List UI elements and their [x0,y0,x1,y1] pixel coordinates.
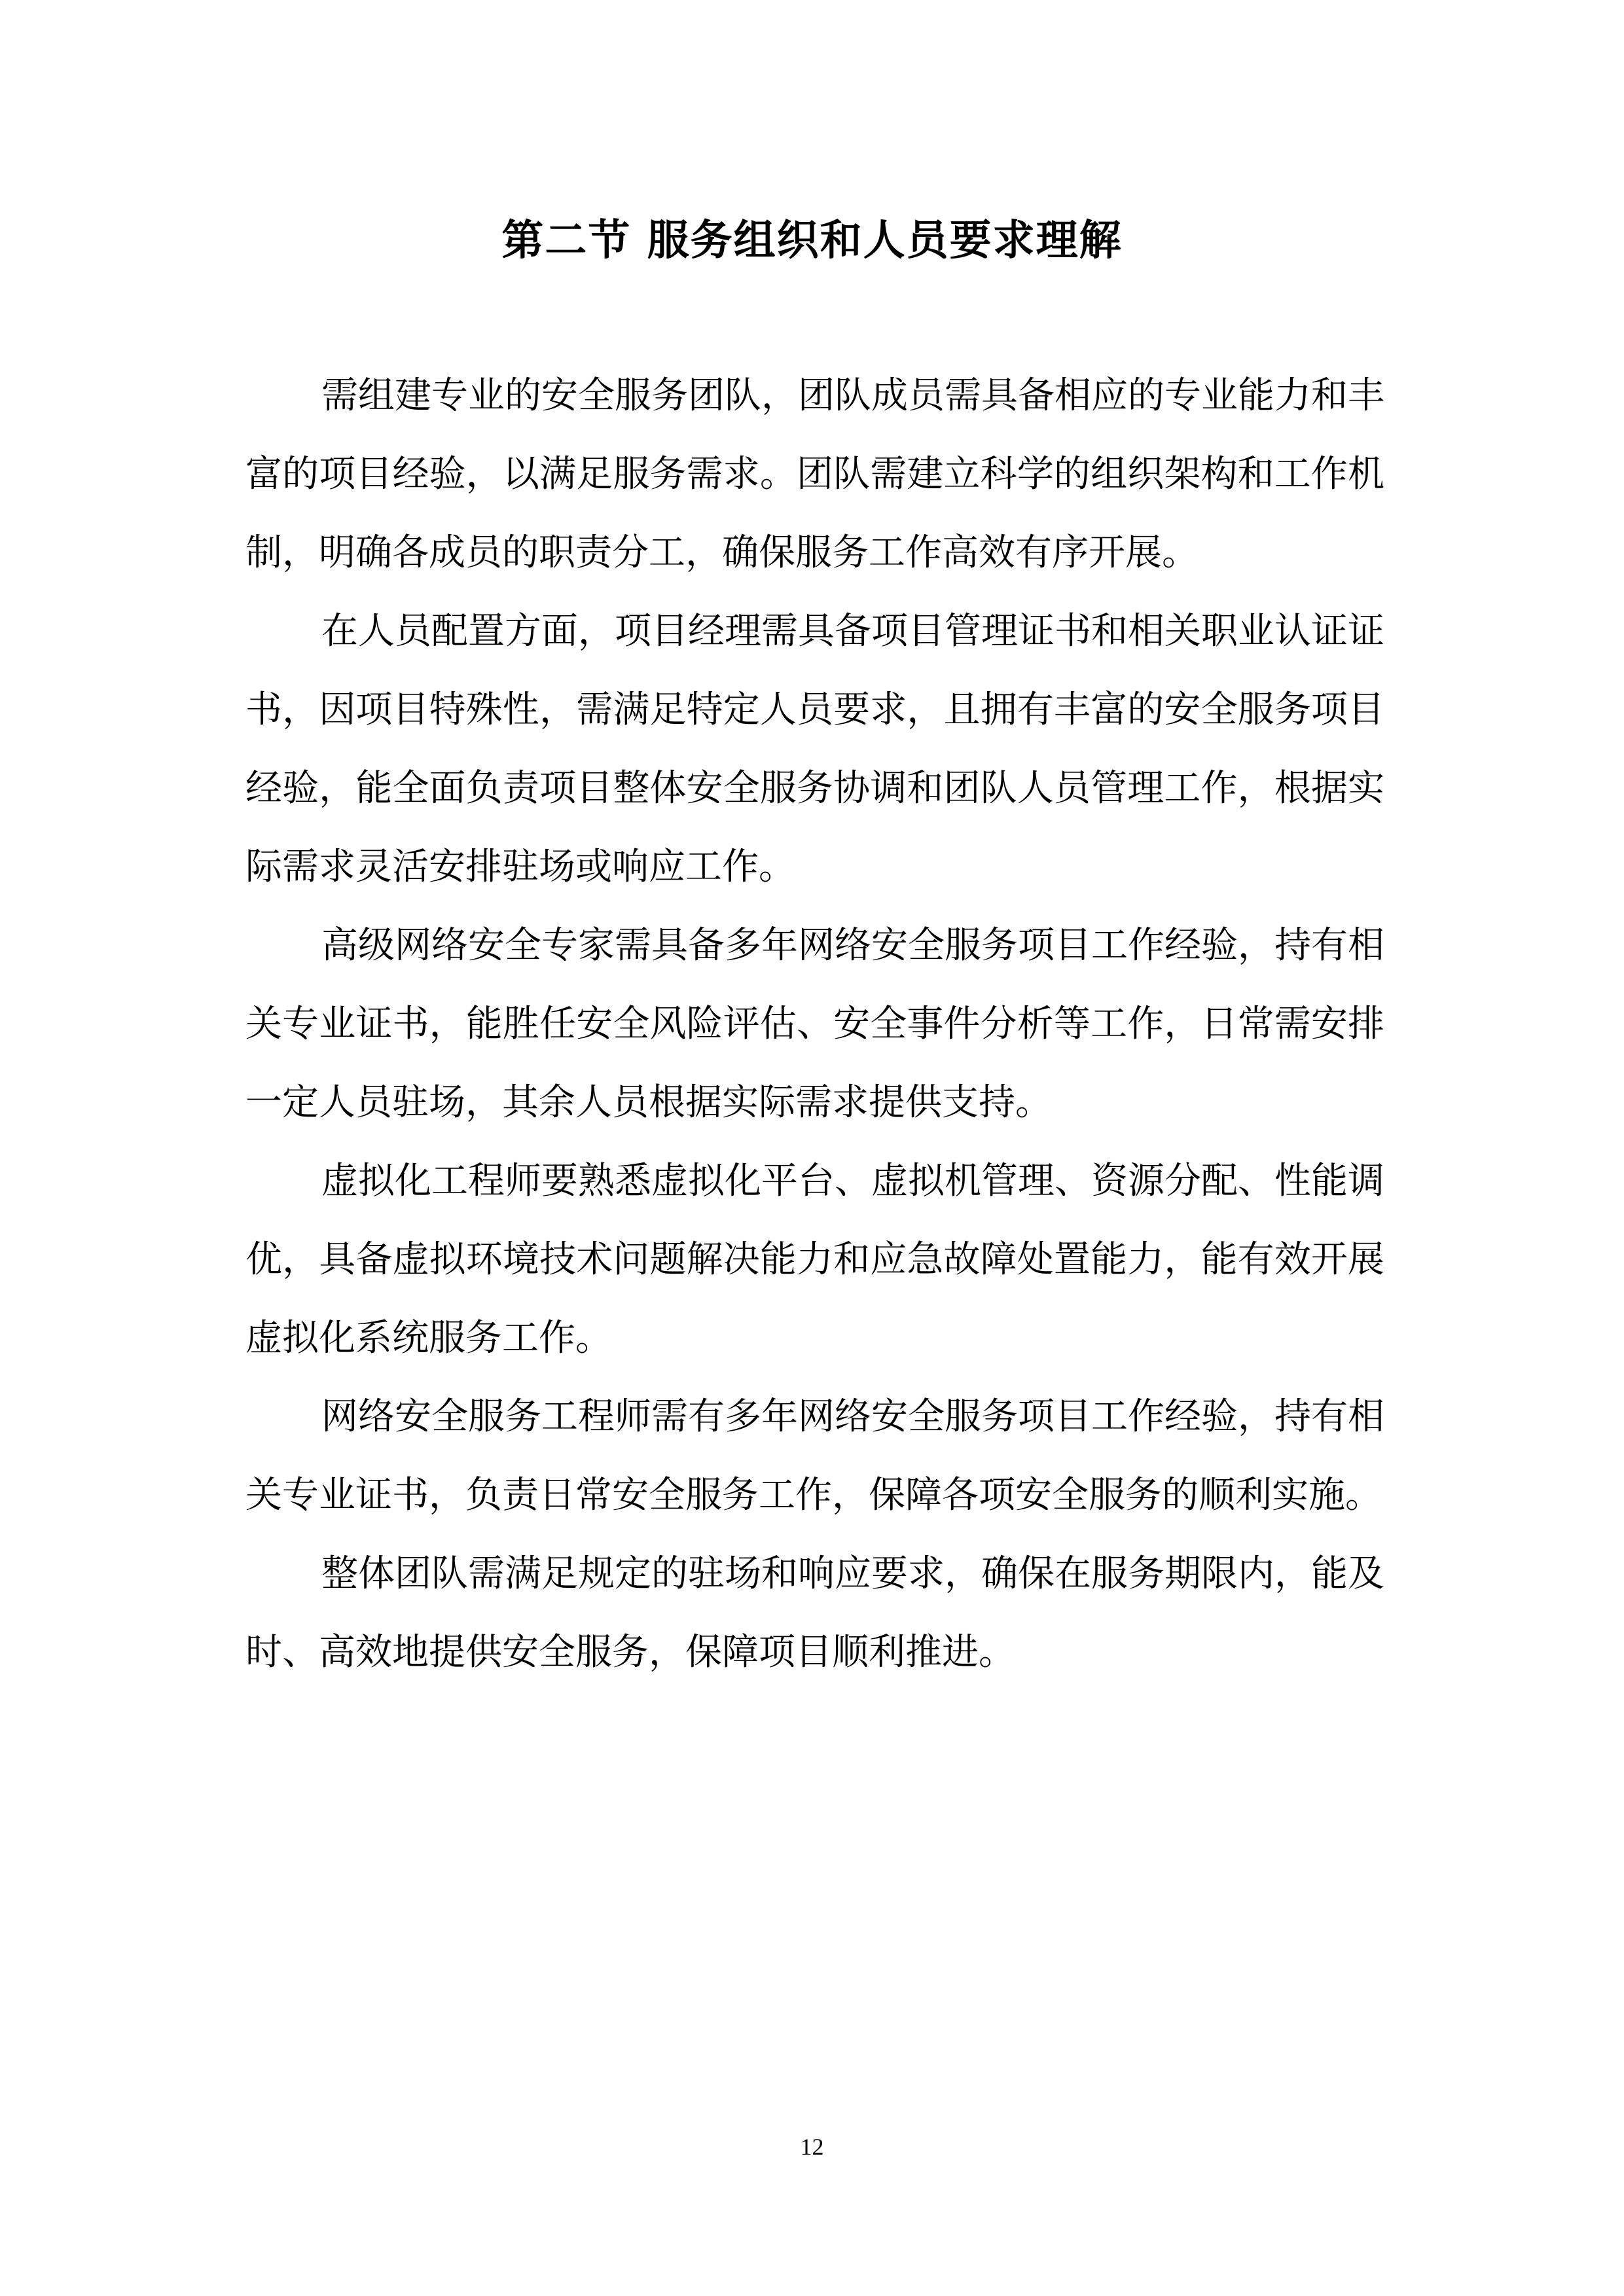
body-text [245,357,1384,1692]
section-title: 第二节 服务组织和人员要求理解 [501,216,1123,265]
paragraph-virtualization-engineer: 虚拟化工程师要熟悉虚拟化平台、虚拟机管理、资源分配、性能调优，具备虚拟环境技术问题解决能力和应急故障处置能力，能有效开展虚拟化系统服务工作。 [245,1160,1384,1359]
paragraph-security-expert: 高级网络安全专家需具备多年网络安全服务项目工作经验，持有相关专业证书，能胜任安全风险评估、安全事件分析等工作，日常需安排一定人员驻场，其余人员根据实际需求提供支持。 [245,924,1384,1124]
paragraph-team-requirements: 整体团队需满足规定的驻场和响应要求，确保在服务期限内，能及时、高效地提供安全服务，保障项目顺利推进。 [245,1552,1384,1674]
paragraph-project-manager: 在人员配置方面，项目经理需具备项目管理证书和相关职业认证证书，因项目特殊性，需满足特定人员要求，且拥有丰富的安全服务项目经验，能全面负责项目整体安全服务协调和团队人员管理工作，根据实际需求灵活安排驻场或响应工作。 [245,610,1384,888]
paragraph-team-building: 需组建专业的安全服务团队，团队成员需具备相应的专业能力和丰富的项目经验，以满足服务需求。团队需建立科学的组织架构和工作机制，明确各成员的职责分工，确保服务工作高效有序开展。 [245,374,1384,574]
page-number: 12 [800,2134,824,2160]
paragraph-security-engineer: 网络安全服务工程师需有多年网络安全服务项目工作经验，持有相关专业证书，负责日常安全服务工作，保障各项安全服务的顺利实施。 [245,1395,1384,1516]
